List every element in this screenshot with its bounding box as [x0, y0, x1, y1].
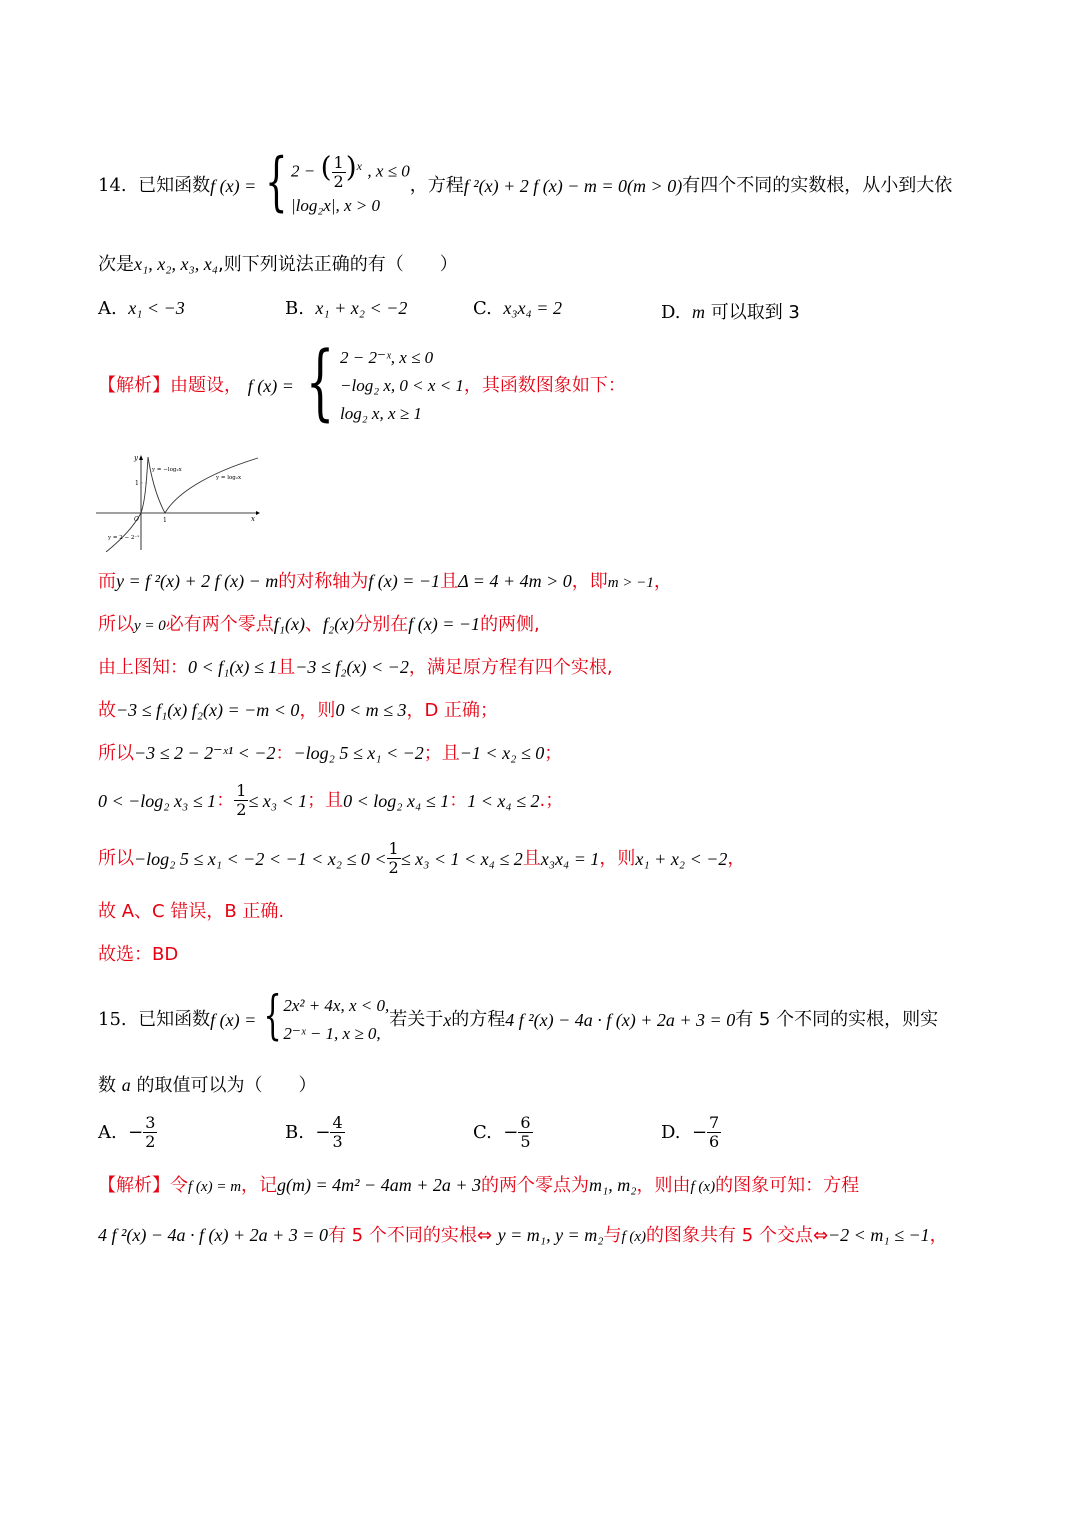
question-15-stem: 15. 已知函数 f (x) = { 2x² + 4x, x < 0, 2⁻ˣ − 1, x ≥ 0, 若关于 x 的方程 4 f ²(x) − 4a · f (x) + 2a + 3 = 0 有 5 个不同的实根，则实	[98, 990, 938, 1050]
tick-x-1: 1	[163, 517, 167, 524]
analysis-tag: 【解析】	[98, 1175, 170, 1196]
analysis-line-5: 所以−3 ≤ 2 − 2⁻ˣ¹ < −2：−log₂ 5 ≤ x₁ < −2；且−1 < x₂ ≤ 0；	[98, 743, 563, 764]
curve-middle	[148, 457, 165, 513]
x-axis-arrow	[256, 511, 260, 515]
analysis-conclusion: 故 A、C 错误，B 正确.	[98, 901, 285, 922]
curve-label-exp: y = 2 − 2⁻ˣ	[108, 535, 140, 541]
curve-label-log: y = log₂x	[216, 475, 242, 481]
analysis-line-1: 而y = f ²(x) + 2 f (x) − m的对称轴为f (x) = −1且Δ = 4 + 4m > 0，即m > −1，	[98, 571, 672, 592]
roots: x₁, x₂, x₃, x₄	[134, 254, 218, 274]
tick-y-1: 1	[135, 480, 139, 487]
analysis-15-line-1: 【解析】令f (x) = m，记g(m) = 4m² − 4am + 2a + 3的两个零点为m₁, m₂，则由f (x)的图象可知：方程	[98, 1175, 860, 1196]
axis-x-label: x	[251, 515, 255, 523]
origin-label: O	[134, 516, 139, 523]
option-b: B. x₁ + x₂ < −2	[285, 298, 408, 319]
stem-text: ，方程	[409, 175, 464, 196]
piecewise-definition: { 2x² + 4x, x < 0, 2⁻ˣ − 1, x ≥ 0,	[263, 986, 390, 1046]
question-number: 14.	[98, 175, 127, 196]
analysis-line-4: 故−3 ≤ f₁(x) f₂(x) = −m < 0，则0 < m ≤ 3，D 正确；	[98, 700, 499, 721]
equation: f ²(x) + 2 f (x) − m = 0(m > 0)	[463, 176, 683, 196]
piecewise-definition: { 2 − ( $\frac{1}{2}$ )$^x$ , x ≤ 0 |log₂x|, x > 0	[265, 145, 410, 220]
analysis-line-3: 由上图知：0 < f₁(x) ≤ 1且−3 ≤ f₂(x) < −2，满足原方程有四个实根,	[98, 657, 613, 678]
analysis-15-line-2: 4 f ²(x) − 4a · f (x) + 2a + 3 = 0有 5 个不同的实根⇔ y = m₁, y = m₂与f (x)的图象共有 5 个交点⇔−2 < m₁ ≤ −1，	[98, 1225, 948, 1246]
function-graph	[96, 452, 262, 552]
analysis-14-intro: 【解析】 由题设， f (x) = { 2 − 2⁻ˣ, x ≤ 0 −log₂ x, 0 < x < 1 log₂ x, x ≥ 1 ，其函数图象如下：	[98, 335, 626, 430]
option-c: C. x₃x₄ = 2	[473, 298, 562, 319]
stem-text: 有四个不同的实数根，从小到大依	[682, 175, 953, 196]
option-d: D. − $\frac{7}{6}$	[661, 1113, 720, 1152]
function-name: f (x) =	[210, 176, 257, 196]
question-14-stem	[98, 142, 952, 230]
piecewise-definition: { 2 − 2⁻ˣ, x ≤ 0 −log₂ x, 0 < x < 1 log₂ x, x ≥ 1	[305, 335, 464, 430]
analysis-line-6: 0 < −log₂ x₃ ≤ 1 ： $\frac{1}{2}$ ≤ x₃ < 1 ；且 0 < log₂ x₄ ≤ 1 ： 1 < x₄ ≤ 2 .；	[98, 781, 564, 820]
analysis-tag: 【解析】	[98, 375, 170, 396]
option-c: C. − $\frac{6}{5}$	[473, 1113, 531, 1152]
option-b: B. − $\frac{4}{3}$	[285, 1113, 343, 1152]
y-axis-arrow	[139, 455, 143, 460]
case-2: |log₂x|, x > 0	[290, 195, 380, 215]
option-d: D. m 可以取到 3	[661, 302, 800, 323]
option-a: A. x₁ < −3	[98, 298, 185, 319]
curve-label-neg-log: y = −log₂x	[152, 467, 182, 473]
question-number: 15.	[98, 1009, 127, 1030]
question-14-stem-continued: 次是x₁, x₂, x₃, x₄,则下列说法正确的有（ ）	[98, 254, 458, 275]
analysis-line-2: 所以y = 0必有两个零点f₁(x)、f₂(x)分别在f (x) = −1的两侧,	[98, 614, 540, 635]
case-1: 2 − ( $\frac{1}{2}$ )$^x$ , x ≤ 0	[290, 151, 410, 192]
stem-text: 已知函数	[138, 175, 211, 196]
analysis-answer: 故选：BD	[98, 944, 179, 965]
option-a: A. − $\frac{3}{2}$	[98, 1113, 156, 1152]
analysis-line-7: 所以 −log₂ 5 ≤ x₁ < −2 < −1 < x₂ ≤ 0 < $\frac{1}{2}$ ≤ x₃ < 1 < x₄ ≤ 2 且 x₃x₄ = 1 ，则 x₁ + x₂ < −2 ，	[98, 839, 746, 878]
question-15-stem-continued: 数 a 的取值可以为（ ）	[98, 1075, 317, 1096]
axis-y-label: y	[134, 454, 138, 462]
